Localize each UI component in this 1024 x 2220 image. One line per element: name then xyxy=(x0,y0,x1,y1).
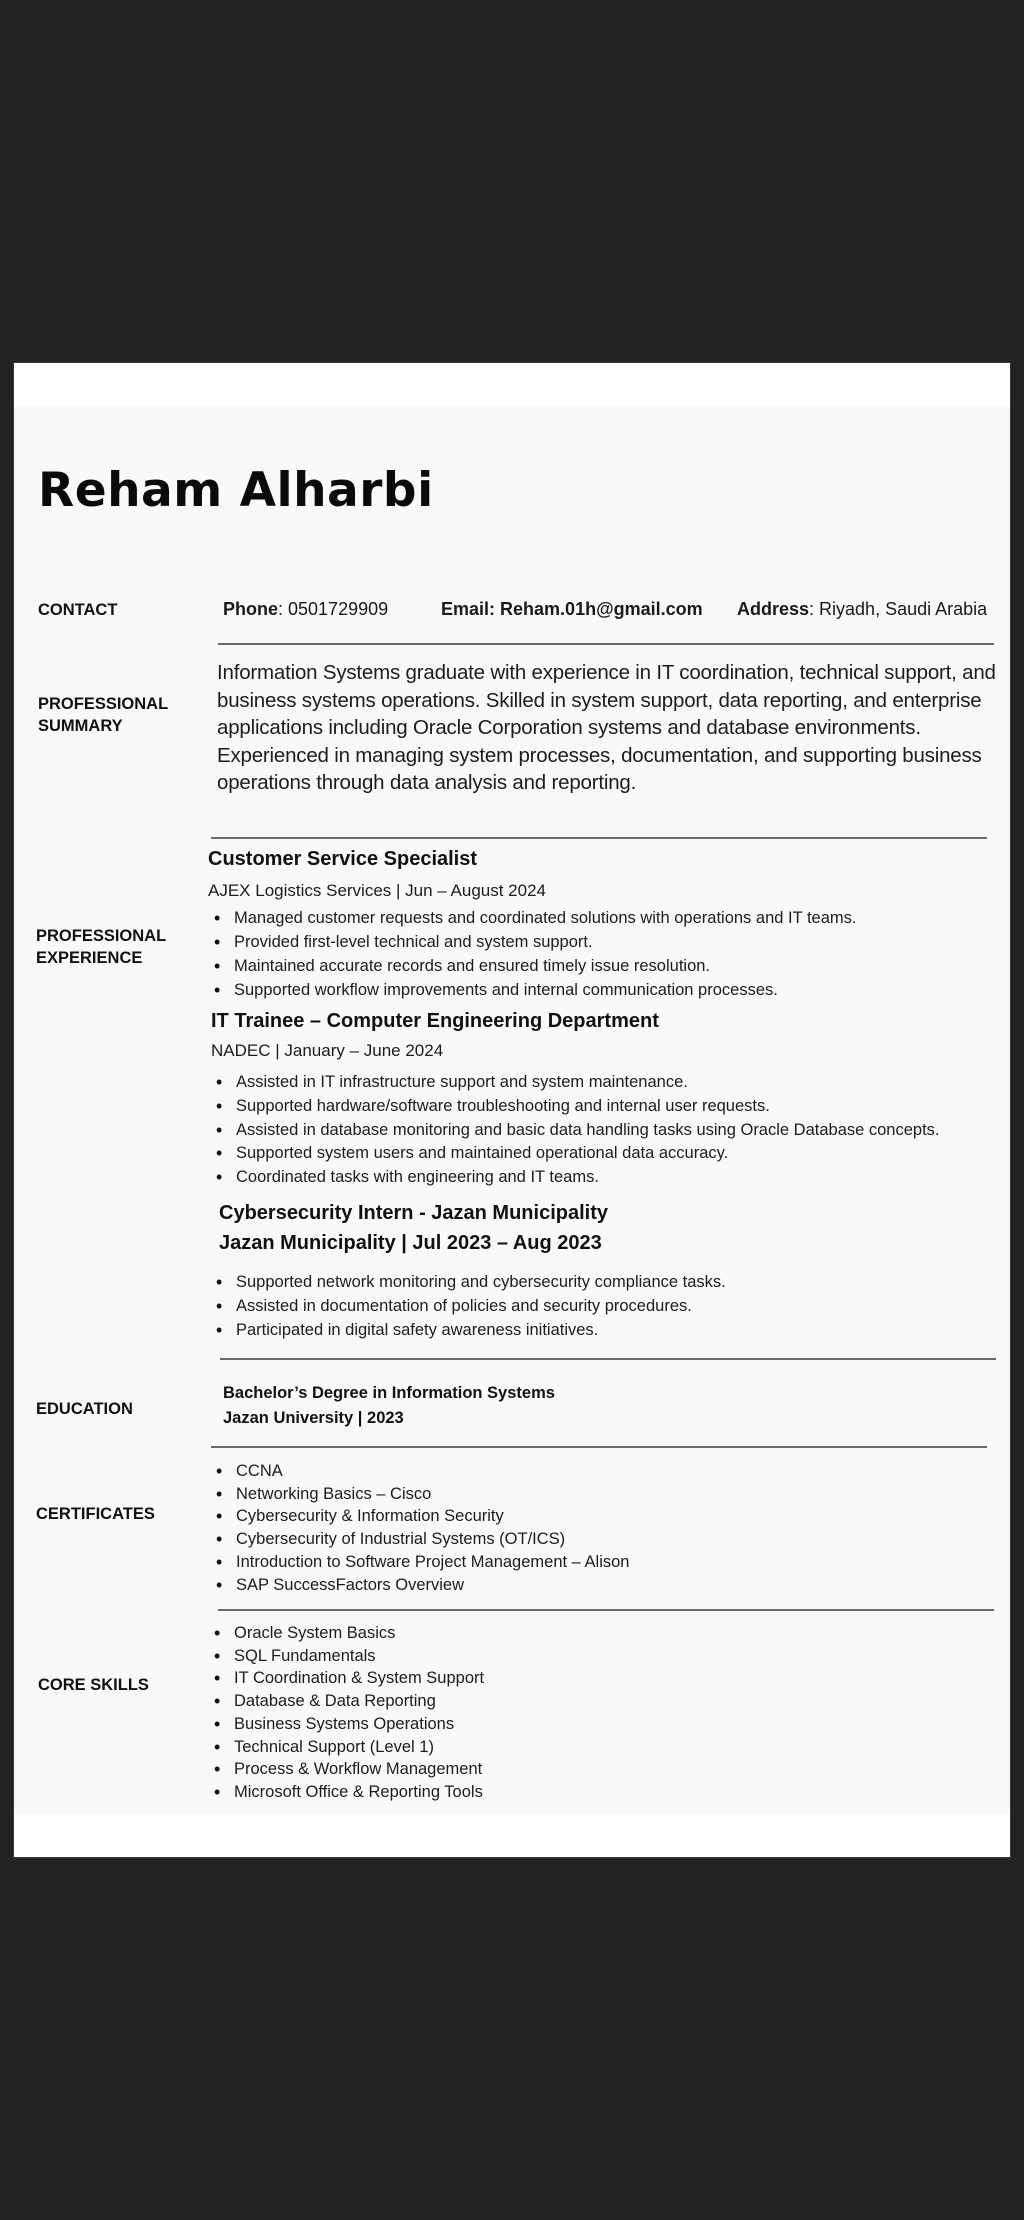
job-title: Cybersecurity Intern - Jazan Municipality xyxy=(219,1202,608,1224)
list-item: • Managed customer requests and coordinated solutions with operations and IT teams. xyxy=(212,906,856,930)
list-item: • Database & Data Reporting xyxy=(212,1690,484,1713)
list-item: • Microsoft Office & Reporting Tools xyxy=(212,1781,484,1804)
job-subtitle: NADEC | January – June 2024 xyxy=(211,1041,444,1060)
skills-list xyxy=(212,1622,484,1804)
certificates-list xyxy=(214,1460,629,1596)
list-item: • Coordinated tasks with engineering and IT teams. xyxy=(214,1166,940,1190)
divider xyxy=(220,1358,996,1360)
experience-label-line1: PROFESSIONAL xyxy=(36,927,167,945)
section-label-summary xyxy=(38,693,168,737)
education-school: Jazan University | 2023 xyxy=(223,1409,404,1427)
list-item: • Supported hardware/software troubleshooting and internal user requests. xyxy=(214,1095,940,1119)
address-label: Address xyxy=(737,599,810,619)
section-label-certificates: CERTIFICATES xyxy=(36,1505,155,1523)
job-subtitle: Jazan Municipality | Jul 2023 – Aug 2023 xyxy=(219,1232,602,1254)
contact-phone xyxy=(223,599,388,620)
list-item: • CCNA xyxy=(214,1460,629,1483)
section-label-skills: CORE SKILLS xyxy=(38,1676,149,1694)
section-label-experience xyxy=(36,925,166,969)
summary-label-line1: PROFESSIONAL xyxy=(38,695,169,713)
list-item: • Business Systems Operations xyxy=(212,1713,484,1736)
contact-email xyxy=(441,599,703,620)
list-item: • Process & Workflow Management xyxy=(212,1758,484,1781)
job-subtitle: AJEX Logistics Services | Jun – August 2024 xyxy=(208,881,546,900)
list-item: • Technical Support (Level 1) xyxy=(212,1736,484,1759)
job-title: Customer Service Specialist xyxy=(208,848,478,870)
education-degree: Bachelor’s Degree in Information Systems xyxy=(223,1384,555,1402)
job-title: IT Trainee – Computer Engineering Department xyxy=(211,1010,659,1032)
list-item: • Assisted in documentation of policies and security procedures. xyxy=(214,1294,726,1318)
job-bullets xyxy=(214,1270,726,1342)
email-label: Email: xyxy=(441,599,496,619)
job-bullets xyxy=(212,906,856,1002)
section-label-education: EDUCATION xyxy=(36,1400,133,1418)
experience-label-line2: EXPERIENCE xyxy=(36,949,143,967)
list-item: • SAP SuccessFactors Overview xyxy=(214,1574,629,1597)
list-item: • IT Coordination & System Support xyxy=(212,1667,484,1690)
email-value: Reham.01h@gmail.com xyxy=(495,599,703,619)
section-label-contact: CONTACT xyxy=(38,601,118,619)
contact-address xyxy=(737,599,987,620)
list-item: • Oracle System Basics xyxy=(212,1622,484,1645)
list-item: • Assisted in database monitoring and basic data handling tasks using Oracle Database concepts. xyxy=(214,1119,940,1143)
list-item: • Maintained accurate records and ensured timely issue resolution. xyxy=(212,954,856,978)
list-item: • Introduction to Software Project Management – Alison xyxy=(214,1551,629,1574)
list-item: • Supported network monitoring and cybersecurity compliance tasks. xyxy=(214,1270,726,1294)
divider xyxy=(211,1446,987,1448)
list-item: • Cybersecurity of Industrial Systems (OT/ICS) xyxy=(214,1528,629,1551)
list-item: • Supported workflow improvements and internal communication processes. xyxy=(212,978,856,1002)
list-item: • SQL Fundamentals xyxy=(212,1645,484,1668)
list-item: • Networking Basics – Cisco xyxy=(214,1483,629,1506)
list-item: • Supported system users and maintained operational data accuracy. xyxy=(214,1142,940,1166)
list-item: • Assisted in IT infrastructure support and system maintenance. xyxy=(214,1071,940,1095)
resume-page xyxy=(14,363,1010,1857)
list-item: • Cybersecurity & Information Security xyxy=(214,1505,629,1528)
list-item: • Provided first-level technical and system support. xyxy=(212,930,856,954)
list-item: • Participated in digital safety awareness initiatives. xyxy=(214,1318,726,1342)
job-bullets xyxy=(214,1071,940,1190)
divider xyxy=(211,837,987,839)
summary-label-line2: SUMMARY xyxy=(38,717,123,735)
summary-text: Information Systems graduate with experience in IT coordination, technical support, and business systems operations. Skilled in system support, data reporting, and enterprise applications including Oracle Corporation systems and database environments. Experienced in managing system processes, documentation, and supporting business operations through data analysis and reporting. xyxy=(217,661,996,794)
phone-label: Phone xyxy=(223,599,279,619)
divider xyxy=(218,643,994,645)
phone-value: : 0501729909 xyxy=(278,599,389,619)
divider xyxy=(218,1609,994,1611)
address-value: : Riyadh, Saudi Arabia xyxy=(809,599,988,619)
candidate-name: Reham Alharbi xyxy=(38,463,434,518)
